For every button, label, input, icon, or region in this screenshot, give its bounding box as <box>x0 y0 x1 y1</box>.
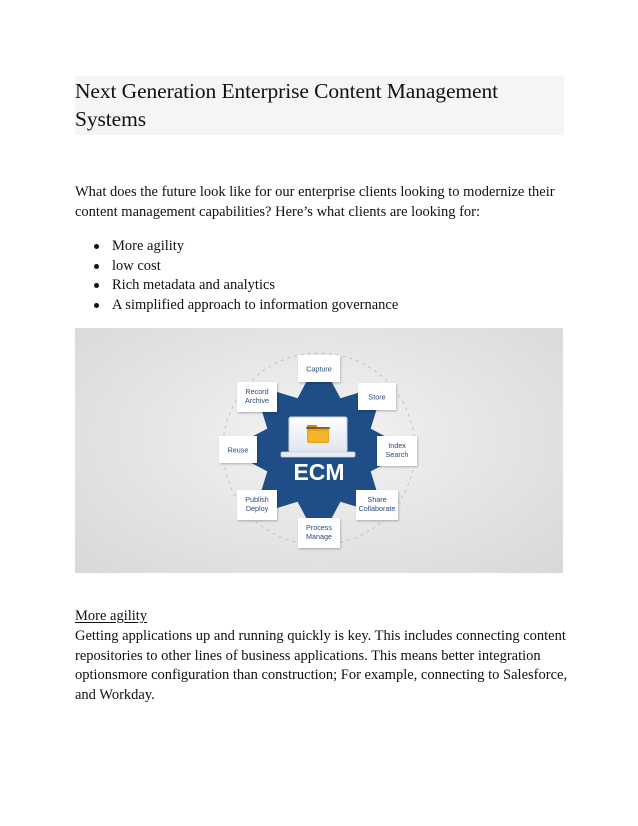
section-heading: More agility <box>75 608 148 624</box>
bullet-icon <box>94 283 99 288</box>
section-body: Getting applications up and running quickly is key. This includes connecting content repositories to other lines of business applications. This means better integration optionsmore configuration than construction; For example, connecting to Salesforce, and Workday. <box>75 628 568 703</box>
node-publish-deploy-label-line2: Deploy <box>245 504 269 513</box>
list-item <box>75 296 555 316</box>
node-record-archive-label-line2: Archive <box>245 396 269 405</box>
list-item-text: More agility <box>112 238 185 254</box>
ecm-center-label: ECM <box>293 459 345 485</box>
ecm-diagram <box>75 328 563 573</box>
list-item <box>75 276 555 296</box>
node-publish-deploy-label-line1: Publish <box>245 495 269 504</box>
node-share-collaborate-label-line1: Share <box>367 495 387 504</box>
node-index-search-label-line2: Search <box>385 450 409 459</box>
node-record-archive-label-line1: Record <box>245 387 269 396</box>
requirements-list <box>75 237 555 315</box>
node-process-manage-label-line1: Process <box>306 523 332 532</box>
list-item <box>75 237 555 257</box>
list-item-text: A simplified approach to information governance <box>112 296 399 313</box>
list-item-text: low cost <box>112 257 161 274</box>
bullet-icon <box>94 303 99 308</box>
node-store-label: Store <box>368 392 386 402</box>
list-item-text: Rich metadata and analytics <box>112 277 276 293</box>
list-item <box>75 257 555 277</box>
ecm-diagram-graphic <box>75 328 563 573</box>
laptop-icon <box>281 417 355 457</box>
node-reuse-label: Reuse <box>227 445 249 455</box>
bullet-icon <box>94 264 99 269</box>
bullet-icon <box>94 244 99 249</box>
node-index-search-label-line1: Index <box>388 441 406 450</box>
node-process-manage-label-line2: Manage <box>306 532 332 541</box>
page-title: Next Generation Enterprise Content Management Systems <box>75 79 498 131</box>
node-capture-label: Capture <box>306 364 332 374</box>
intro-paragraph: What does the future look like for our enterprise clients looking to modernize their content management capabilities? Here’s what clients are looking for: <box>75 184 555 220</box>
node-share-collaborate-label-line2: Collaborate <box>358 504 396 513</box>
